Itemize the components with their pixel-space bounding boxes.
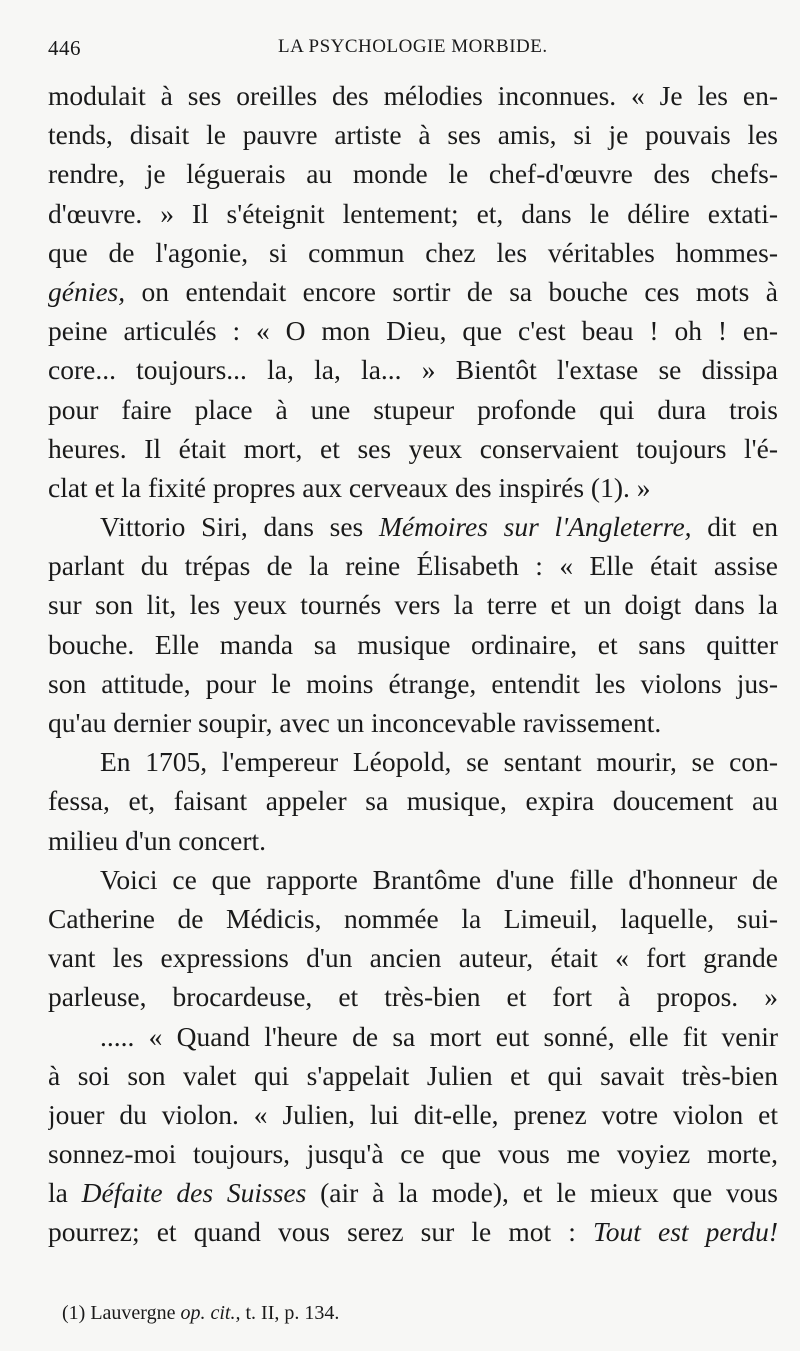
text-segment: fessa, et, faisant appeler sa musique, expira doucement au: [48, 785, 778, 817]
text-segment: à soi son valet qui s'appelait Julien et qui savait très-bien: [48, 1059, 778, 1091]
text-line: [48, 899, 778, 938]
text-line: [48, 1173, 778, 1212]
text-line: [48, 1095, 778, 1134]
text-segment: Catherine de Médicis, nommée la Limeuil, laquelle, sui-: [48, 902, 778, 934]
text-line: [48, 272, 778, 311]
text-segment: d'œuvre. » Il s'éteignit lentement; et, dans le délire extati-: [48, 197, 778, 229]
body-text: [48, 76, 778, 1252]
text-segment: peine articulés : « O mon Dieu, que c'est beau ! oh ! en-: [48, 315, 778, 347]
italic-text: génies,: [48, 275, 126, 307]
running-title: LA PSYCHOLOGIE MORBIDE.: [278, 36, 548, 57]
footnote-ref: op. cit.,: [180, 1302, 241, 1324]
text-line: [48, 507, 778, 546]
text-line: [48, 311, 778, 350]
text-segment: En 1705, l'empereur Léopold, se sentant mourir, se con-: [100, 746, 778, 778]
text-line: [48, 429, 778, 468]
text-line: [48, 468, 778, 507]
text-line: [48, 194, 778, 233]
text-line: [48, 703, 778, 742]
text-line: [48, 154, 778, 193]
italic-text: Défaite des Suisses: [81, 1177, 307, 1209]
text-line: [48, 233, 778, 272]
text-line: [48, 115, 778, 154]
text-segment: sur son lit, les yeux tournés vers la terre et un doigt dans la: [48, 589, 778, 621]
text-segment: la: [48, 1177, 82, 1209]
text-segment: qu'au dernier soupir, avec un inconcevable ravissement.: [48, 707, 662, 738]
text-segment: que de l'agonie, si commun chez les véritables hommes-: [48, 236, 778, 268]
text-line: [48, 625, 778, 664]
text-line: [48, 742, 778, 781]
text-segment: son attitude, pour le moins étrange, entendit les violons jus-: [48, 667, 778, 699]
text-segment: ..... « Quand l'heure de sa mort eut sonné, elle fit venir: [100, 1020, 778, 1052]
text-segment: milieu d'un concert.: [48, 824, 267, 856]
text-line: [48, 1056, 778, 1095]
text-segment: vant les expressions d'un ancien auteur, était « fort grande: [48, 942, 778, 974]
italic-text: Mémoires sur l'Angleterre,: [378, 511, 692, 543]
text-segment: parlant du trépas de la reine Élisabeth : « Elle était assise: [48, 550, 778, 582]
text-line: [48, 821, 778, 860]
text-segment: parleuse, brocardeuse, et très-bien et fort à propos. »: [48, 981, 778, 1013]
text-segment: core... toujours... la, la, la... » Bientôt l'extase se dissipa: [48, 354, 778, 386]
text-segment: pourrez; et quand vous serez sur le mot :: [48, 1216, 593, 1248]
text-line: [48, 76, 778, 115]
text-segment: pour faire place à une stupeur profonde qui dura trois: [48, 393, 778, 425]
text-segment: clat et la fixité propres aux cerveaux des inspirés (1). »: [48, 471, 651, 503]
text-segment: rendre, je léguerais au monde le chef-d'œuvre des chefs-: [48, 158, 778, 190]
footnote-rest: t. II, p. 134.: [245, 1302, 340, 1324]
page-header: [48, 34, 778, 66]
text-segment: sonnez-moi toujours, jusqu'à ce que vous me voyiez morte,: [48, 1138, 778, 1170]
text-line: [48, 1134, 778, 1173]
text-line: [48, 390, 778, 429]
text-segment: on entendait encore sortir de sa bouche ces mots à: [125, 275, 778, 307]
text-line: [48, 585, 778, 624]
text-segment: Vittorio Siri, dans ses: [100, 511, 379, 543]
text-segment: tends, disait le pauvre artiste à ses amis, si je pouvais les: [48, 119, 778, 151]
text-line: [48, 977, 778, 1016]
text-line: [48, 938, 778, 977]
text-line: [48, 664, 778, 703]
italic-text: Tout est perdu!: [593, 1216, 778, 1248]
text-line: [48, 781, 778, 820]
text-line: [48, 546, 778, 585]
text-segment: modulait à ses oreilles des mélodies inconnues. « Je les en-: [48, 80, 778, 111]
text-segment: heures. Il était mort, et ses yeux conservaient toujours l'é-: [48, 432, 778, 464]
footnote-marker: (1): [62, 1302, 86, 1324]
text-line: [48, 1212, 778, 1251]
text-segment: Voici ce que rapporte Brantôme d'une fille d'honneur de: [100, 863, 778, 895]
text-line: [48, 350, 778, 389]
text-segment: (air à la mode), et le mieux que vous: [306, 1177, 778, 1209]
page-number: 446: [48, 36, 81, 60]
text-line: [48, 1017, 778, 1056]
text-segment: bouche. Elle manda sa musique ordinaire, et sans quitter: [48, 628, 778, 660]
footnote: [62, 1302, 762, 1325]
text-line: [48, 860, 778, 899]
footnote-author: Lauvergne: [90, 1302, 176, 1324]
text-segment: jouer du violon. « Julien, lui dit-elle, prenez votre violon et: [48, 1098, 778, 1130]
text-segment: dit en: [691, 511, 778, 543]
